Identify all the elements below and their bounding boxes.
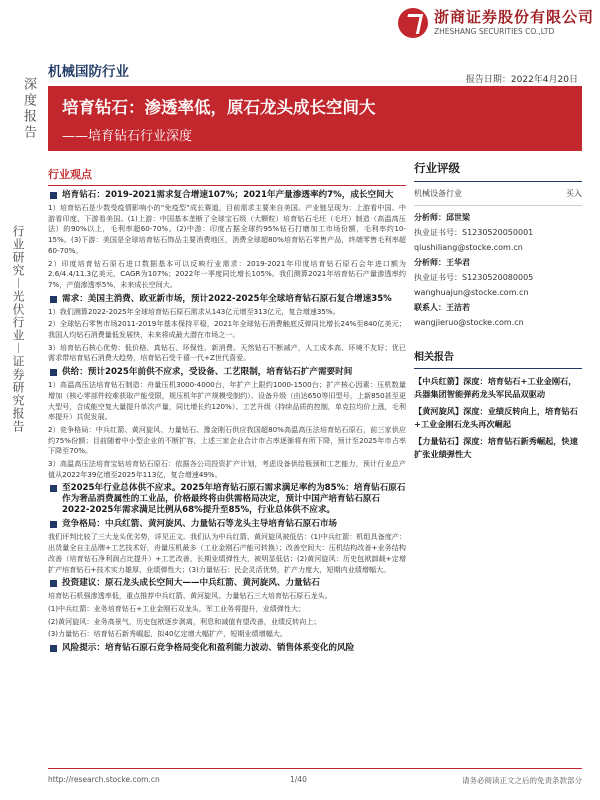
viewpoint-bullet [48, 483, 406, 516]
brand-logo-icon [398, 8, 428, 38]
viewpoint-bullet [48, 519, 406, 530]
analyst-1-email[interactable]: qiushiliang@stocke.com.cn [414, 243, 523, 252]
viewpoint-paragraph: 2）印度培育钻石原石进口数据基本可以反映行业需求：2019-2021年印度培育钻石原石会年进口额为2.6/4.4/11.3亿美元，CAGR为107%；2022年一季度同比增长105%。我们测算2021年培育钻石产量渗透率约7%，产值渗透率5%，未来成长空间大。 [48, 258, 406, 289]
title-banner [48, 89, 582, 151]
section-rule [48, 185, 406, 186]
analyst-2-cert: 执业证书号：S1230520080005 [414, 273, 534, 282]
related-report-3[interactable]: 【力量钻石】深度：培育钻石新秀崛起，快速扩张业绩弹性大 [414, 436, 578, 459]
viewpoint-bullet [48, 190, 406, 201]
square-bullet-icon [50, 521, 57, 528]
rating-sector: 机械设备行业 [414, 189, 462, 198]
bullet-text: 需求：美国主消费、欧亚新市场，预计2022-2025年全球培育钻石原石复合增速35% [62, 293, 392, 304]
left-strip [0, 65, 40, 800]
square-bullet-icon [50, 485, 57, 492]
page-number: 1/40 [290, 775, 307, 784]
rating-rule [414, 181, 582, 182]
report-title: 培育钻石：渗透率低，原石龙头成长空间大 [62, 98, 376, 117]
related-report-1[interactable]: 【中兵红箭】深度：培育钻石+工业金刚石，兵器集团智能弹药龙头军民品双驱动 [414, 376, 577, 399]
rating-title: 行业评级 [414, 161, 460, 175]
viewpoint-bullet [48, 578, 406, 589]
viewpoint-paragraph: 1）培育钻石是少数受疫情影响小的“免疫型”成长赛道，目前需求主要来自美国。产业链呈现为：上游看中国、中游看印度、下游看美国。(1)上游：中国基本垄断了全球宝石级（大颗粒）培育钻石毛坯（毛坯）制造（高温高压法）的90%以上，毛利率超60-70%。(2)中游：印度占据全球约95%钻石打磨加工市场份额，毛利率约10-15%。(3)下游：美国是全球培育钻石饰品主要消费地区，消费全球超80%培育钻石零售产品，终端零售毛利率超60-70%。 [48, 203, 406, 255]
sidebar [414, 160, 582, 461]
rating-divider [414, 205, 582, 206]
square-bullet-icon [50, 296, 57, 303]
analyst-1-cert: 执业证书号：S1230520050001 [414, 228, 534, 237]
bullet-text: 供给：预计2025年前供不应求，受设备、工艺限制，培育钻石扩产需要时间 [62, 367, 353, 378]
section-title: 行业观点 [48, 168, 92, 181]
footer-url[interactable]: http://research.stocke.com.cn [48, 775, 160, 784]
viewpoint-paragraph: 2）竞争格局：中兵红箭、黄河旋风、力量钻石、豫金刚石供应我国超80%高温高压法培育钻石原石，前三家供应约75%份额；目前随着中小型企业的不断扩容，上述三家企业合计市占率逐渐将有所下降，预计至2025年市占率下降至70%。 [48, 424, 406, 456]
report-type-vertical: 深度报告 [21, 77, 36, 141]
report-date: 报告日期：2022年4月20日 [465, 75, 578, 85]
brand-name-cn: 浙商证券股份有限公司 [434, 8, 595, 26]
footer-rule [48, 768, 582, 769]
viewpoint-paragraph: 3）高温高压法培育宝钻培育钻石原石：依据各公司投资扩产计划，考虑设备供给瓶颈和工艺能力，预计行业总产值从2022年39亿增至2025年113亿，复合增速49%。 [48, 459, 406, 479]
contact-email[interactable]: wangjieruo@stocke.com.cn [414, 318, 524, 327]
brand-name-en: ZHESHANG SECURITIES CO.,LTD [434, 27, 555, 36]
viewpoint-bullet [48, 367, 406, 378]
viewpoint-paragraph: 1）我们测算2022-2025年全球培育钻石原石需求从143亿元增至313亿元，复合增速35%。 [48, 306, 340, 316]
contact-name: 联系人：王洁若 [414, 303, 470, 312]
rating-row [414, 188, 582, 199]
viewpoint-paragraph: 我们评判比较了三大龙头优劣势，详见正文。我们认为中兵红箭、黄河旋风被低估：(1)中兵红箭：机组具备度产：出货量全自主品牌+工艺技术好，舟量压机最多（工业金刚石产能可转换）；改善空间大：压机结构改善+业务结构改善（培育钻石净利润占比提升）+工艺改善，长期业绩弹性大，被明显低估；(2)黄河旋风：历史包袱卸载+定增扩产培育钻石+技术实力雄厚，业绩弹性大；(3)力量钻石：民企灵活优势，扩产力度大，短期内业绩增幅大。 [48, 532, 406, 574]
industry-label: 机械国防行业 [48, 64, 129, 80]
bullet-text: 培育钻石：2019-2021需求复合增速107%；2021年产量渗透率约7%，成长空间大 [62, 190, 394, 200]
square-bullet-icon [50, 645, 57, 652]
related-rule [414, 368, 582, 369]
related-report-2[interactable]: 【黄河旋风】深度：业绩反转向上，培育钻石+工业金刚石龙头再次崛起 [414, 406, 578, 429]
analyst-1-name: 分析师：邱世梁 [414, 213, 470, 222]
rating-value: 买入 [566, 189, 582, 198]
viewpoint-paragraph: 培育钻石机强渗透率低，重点推荐中兵红箭、黄河旋风、力量钻石三大培育钻石原石龙头。 [48, 591, 332, 601]
bullet-text: 风险提示：培育钻石原石竞争格局变化和盈利能力波动、销售体系变化的风险 [62, 643, 355, 654]
viewpoint-paragraph: (1)中兵红箭：业务培育钻石+工业金刚石双龙头，军工业务将提升，业绩弹性大； [48, 603, 306, 613]
report-category-vertical: 行业研究︱光伏行业︱证券研究报告 [11, 225, 25, 433]
viewpoint-blocks [48, 190, 406, 654]
square-bullet-icon [50, 369, 57, 376]
viewpoint-paragraph: (3)力量钻石：培育钻石新秀崛起，拟40亿定增大幅扩产，短期业绩增幅大。 [48, 629, 287, 639]
main-column [48, 162, 406, 654]
analyst-2-name: 分析师：王华君 [414, 258, 470, 267]
bullet-text: 投资建议：原石龙头成长空间大——中兵红箭、黄河旋风、力量钻石 [62, 578, 320, 589]
square-bullet-icon [50, 580, 57, 587]
viewpoint-bullet [48, 643, 406, 654]
bullet-text: 至2025年行业总体供不应求。2025年培育钻石原石需求满足率约为85%：培育钻石原石作为奢品消费属性的工业品，价格最终将由供需格局决定，预计中国产培育钻石原石2022-2025年需求满足比例从68%提升至85%，行业总体供不应求。 [62, 483, 406, 516]
viewpoint-paragraph: 3）培育钻石核心优势：低价格、真钻石、环保性、新消费。天然钻石不断减产，人工成本高、环境不友好；优已需求带培育钻石消费大趋势，培育钻石受千禧一代+Z世代喜爱。 [48, 342, 406, 363]
viewpoint-paragraph: 2）全球钻石零售市场2011-2019年基本保持平稳，2021年全球钻石消费触底反弹同比增长24%至840亿美元；我国人均钻石消费量低发展快，未来将成最大潜在市场之一。 [48, 319, 406, 340]
bullet-text: 竞争格局：中兵红箭、黄河旋风、力量钻石等龙头主导培育钻石原石市场 [62, 519, 338, 530]
square-bullet-icon [50, 192, 57, 199]
report-subtitle: ——培育钻石行业深度 [62, 129, 193, 144]
analyst-2-email[interactable]: wanghuajun@stocke.com.cn [414, 288, 529, 297]
viewpoint-paragraph: (2)黄河旋风：业务高景气，历史包袱逐步剥离，利息和减值有望改善，业绩反转向上； [48, 616, 321, 626]
disclaimer-note: 请务必阅读正文之后的免责条款部分 [462, 776, 582, 785]
related-reports-title: 相关报告 [414, 352, 454, 363]
viewpoint-bullet [48, 294, 406, 305]
viewpoint-paragraph: 1）高温高压法培育钻石制造：舟量压机3000-4000台，年扩产上限约1000-1500台；扩产核心因素：压机数量增加（核心零部件较难获取产能受限，规压机年扩产规模受制约）、设备升级（由达650等旧型号，上新850甚至更大型号，合成能空复大量提升单次产量，同比增长约120%）、工艺升级（持续品质的控制，单克拉均价上涨，毛利率提升）共促发展。 [48, 380, 406, 422]
brand-logo [398, 4, 598, 44]
